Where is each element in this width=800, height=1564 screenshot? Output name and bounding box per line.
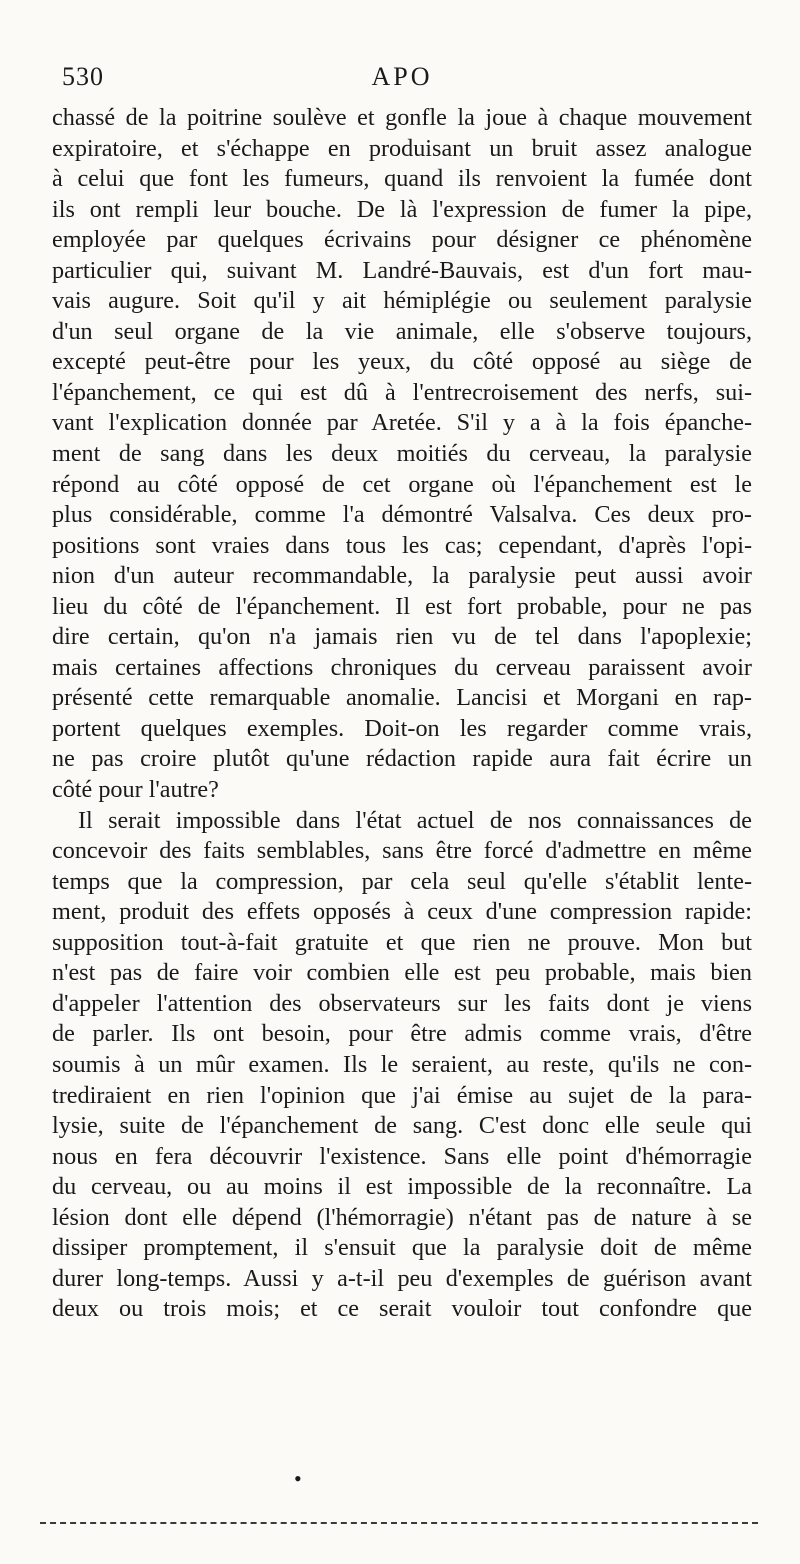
text-line: d'appeler l'attention des observateurs sur les faits dont je viens xyxy=(52,989,752,1017)
signature-mark: • xyxy=(294,1466,302,1491)
text-line: expiratoire, et s'échappe en produisant un bruit assez analogue xyxy=(52,134,752,162)
text-line: chassé de la poitrine soulève et gonfle la joue à chaque mouvement xyxy=(52,104,752,131)
text-line: trediraient en rien l'opinion que j'ai émise au sujet de la para- xyxy=(52,1081,752,1109)
running-head: APO xyxy=(371,62,433,91)
text-line: soumis à un mûr examen. Ils le seraient, au reste, qu'ils ne con- xyxy=(52,1050,752,1078)
text-line: d'un seul organe de la vie animale, elle s'observe toujours, xyxy=(52,317,752,345)
text-line: supposition tout-à-fait gratuite et que rien ne prouve. Mon but xyxy=(52,928,752,956)
text-line: positions sont vraies dans tous les cas; cependant, d'après l'opi- xyxy=(52,531,752,559)
text-line: répond au côté opposé de cet organe où l'épanchement est le xyxy=(52,470,752,498)
text-line: durer long-temps. Aussi y a-t-il peu d'exemples de guérison avant xyxy=(52,1264,752,1292)
text-line: dire certain, qu'on n'a jamais rien vu de tel dans l'apoplexie; xyxy=(52,623,752,651)
text-line: deux ou trois mois; et ce serait vouloir tout confondre que xyxy=(52,1295,752,1323)
text-line: de parler. Ils ont besoin, pour être admis comme vrais, d'être xyxy=(52,1020,752,1048)
text-line: vant l'explication donnée par Aretée. S'il y a à la fois épanche- xyxy=(52,409,752,437)
text-line: employée par quelques écrivains pour désigner ce phénomène xyxy=(52,226,752,254)
text-line: n'est pas de faire voir combien elle est peu probable, mais bien xyxy=(52,959,752,987)
text-line: dissiper promptement, il s'ensuit que la paralysie doit de même xyxy=(52,1234,752,1262)
text-line: ils ont rempli leur bouche. De là l'expression de fumer la pipe, xyxy=(52,195,752,223)
text-line: ment, produit des effets opposés à ceux d'une compression rapide: xyxy=(52,898,752,926)
body-text xyxy=(52,103,752,1325)
text-line: nous en fera découvrir l'existence. Sans elle point d'hémorragie xyxy=(52,1142,752,1170)
page-header xyxy=(62,62,742,98)
text-line: lieu du côté de l'épanchement. Il est fort probable, pour ne pas xyxy=(52,592,752,620)
text-line: côté pour l'autre? xyxy=(52,776,219,804)
page-number: 530 xyxy=(62,62,104,91)
text-line: particulier qui, suivant M. Landré-Bauvais, est d'un fort mau- xyxy=(52,256,752,284)
text-line: ment de sang dans les deux moitiés du cerveau, la paralysie xyxy=(52,440,752,468)
text-line: nion d'un auteur recommandable, la paralysie peut aussi avoir xyxy=(52,562,752,590)
text-line: Il serait impossible dans l'état actuel de nos connaissances de xyxy=(78,806,752,834)
text-line: portent quelques exemples. Doit-on les regarder comme vrais, xyxy=(52,714,752,742)
text-line: vais augure. Soit qu'il y ait hémiplégie ou seulement paralysie xyxy=(52,287,752,315)
text-line: plus considérable, comme l'a démontré Valsalva. Ces deux pro- xyxy=(52,501,752,529)
footer-rule xyxy=(40,1522,758,1524)
text-line: l'épanchement, ce qui est dû à l'entrecroisement des nerfs, sui- xyxy=(52,378,752,406)
text-line: ne pas croire plutôt qu'une rédaction rapide aura fait écrire un xyxy=(52,745,752,773)
text-line: lésion dont elle dépend (l'hémorragie) n'étant pas de nature à se xyxy=(52,1203,752,1231)
text-line: lysie, suite de l'épanchement de sang. C'est donc elle seule qui xyxy=(52,1112,752,1140)
text-line: concevoir des faits semblables, sans être forcé d'admettre en même xyxy=(52,837,752,865)
text-line: à celui que font les fumeurs, quand ils renvoient la fumée dont xyxy=(52,165,752,193)
text-line: du cerveau, ou au moins il est impossible de la reconnaître. La xyxy=(52,1173,752,1201)
text-line: excepté peut-être pour les yeux, du côté opposé au siège de xyxy=(52,348,752,376)
text-line: présenté cette remarquable anomalie. Lancisi et Morgani en rap- xyxy=(52,684,752,712)
text-line: mais certaines affections chroniques du cerveau paraissent avoir xyxy=(52,653,752,681)
text-line: temps que la compression, par cela seul qu'elle s'établit lente- xyxy=(52,867,752,895)
